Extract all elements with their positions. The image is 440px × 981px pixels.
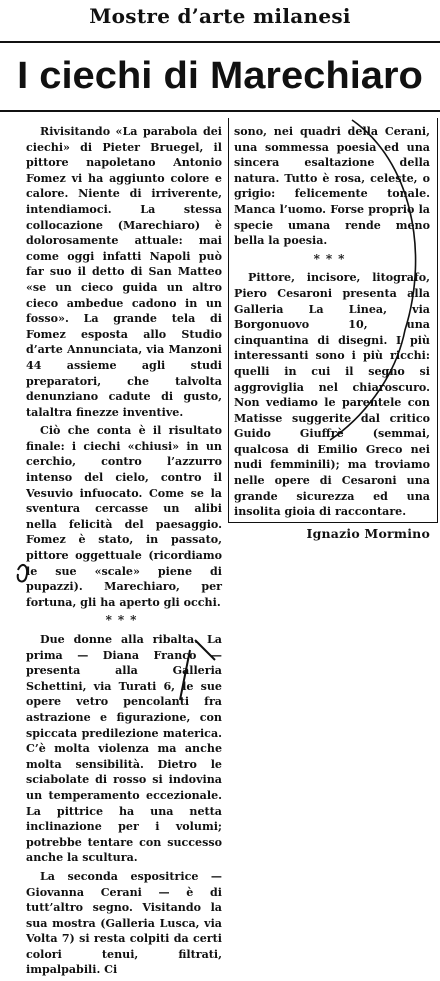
separator-stars: *** bbox=[105, 613, 143, 628]
separator-stars-right: *** bbox=[313, 251, 351, 266]
right-column bbox=[234, 124, 430, 541]
paragraph-cerani-start: La seconda espositrice — Giovanna Cerani — è di tutt’altro segno. Visitando la sua mostra (Galleria Lusca, via Volta 7) si resta colpiti da certi colori tenui, filtrati, impalpabili. Ci bbox=[26, 869, 222, 977]
top-rule bbox=[0, 41, 440, 43]
headline: I ciechi di Marechiaro bbox=[17, 55, 423, 97]
paragraph-fomez-result: Ciò che conta è il risultato finale: i ciechi «chiusi» in un cerchio, contro l’azzurro intenso del cielo, contro il Vesuvio infuocato. Come se la sventura cercasse un alibi nella felicità del paesaggio. Fomez è stato, in passato, pittore oggettuale (ricordiamo le sue «scale» piene di pupazzi). Marechiaro, per fortuna, gli ha aperto gli occhi. bbox=[26, 424, 222, 609]
paragraph-fomez-intro: Rivisitando «La parabola dei ciechi» di Pieter Bruegel, il pittore napoletano Antonio Fomez vi ha aggiunto colore e calore. Niente di irriverente, intendiamoci. La stessa collocazione (Marechiaro) è dolorosamente attuale: mai come oggi infatti Napoli può far suo il detto di San Matteo «se un cieco guida un altro cieco ambedue cadono in un fosso». La grande tela di Fomez esposta allo Studio d’arte Annunciata, via Manzoni 44 assieme agli studi preparatori, che talvolta denunziano cadute di gusto, talaltra finezze inventive. bbox=[26, 125, 222, 419]
headline-rule bbox=[0, 110, 440, 112]
paragraph-cesaroni: Pittore, incisore, litografo, Piero Cesaroni presenta alla Galleria La Linea, via Borgonuovo 10, una cinquantina di disegni. I più interessanti sono i più ricchi: quelli in cui il segno si aggroviglia nel chiaroscuro. Non vediamo le parentele con Matisse suggerite dal critico Guido Giuffrè (semmai, qualcosa di Emilio Greco nei nudi femminili); ma troviamo nelle opere di Cesaroni una grande sicurezza ed una insolita gioia di raccontare. bbox=[234, 271, 430, 519]
left-column bbox=[26, 124, 222, 981]
byline: Ignazio Mormino bbox=[306, 525, 430, 541]
section-kicker: Mostre d’arte milanesi bbox=[89, 4, 351, 28]
paragraph-cerani-end: sono, nei quadri della Cerani, una sommessa poesia ed una sincera esaltazione della natura. Tutto è rosa, celeste, o grigio: felicemente tonale. Manca l’uomo. Forse proprio la specie umana rende meno bella la poesia. bbox=[234, 125, 430, 248]
paragraph-franco: Due donne alla ribalta. La prima — Diana Franco — presenta alla Galleria Schettini, via Turati 6, le sue opere vetro pencolanti fra astrazione e figurazione, con spiccata predilezione materica. C’è molta violenza ma anche molta sensibilità. Dietro le sciabolate di rosso si indovina un temperamento eccezionale. La pittrice ha una netta inclinazione per i volumi; potrebbe tentare con successo anche la scultura. bbox=[26, 633, 222, 865]
